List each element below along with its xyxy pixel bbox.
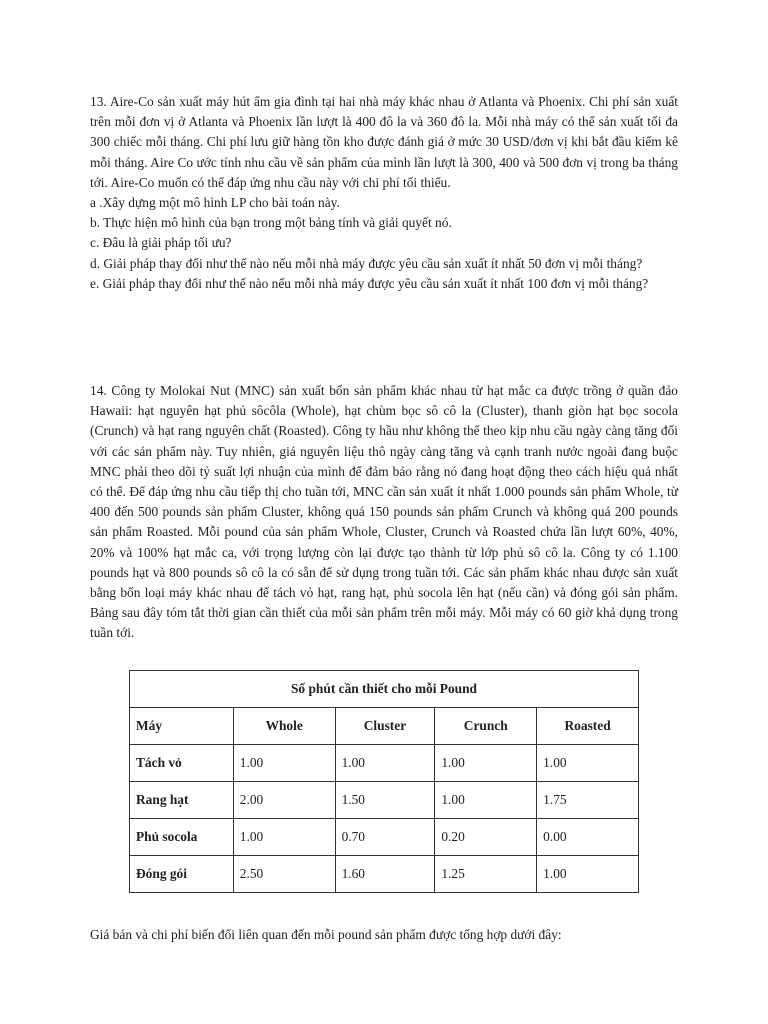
table-cell: 2.50 (233, 856, 335, 893)
table-cell: 0.00 (537, 819, 639, 856)
problem-13-item-d: d. Giải pháp thay đổi như thế nào nếu mỗi nhà máy được yêu cầu sản xuất ít nhất 50 đơn vị mỗi tháng? (90, 255, 643, 271)
table-cell: 0.70 (335, 819, 435, 856)
header-cluster: Cluster (335, 708, 435, 745)
problem-14-text: 14. Công ty Molokai Nut (MNC) sản xuất bốn sản phẩm khác nhau từ hạt mắc ca được trồng ở quần đảo Hawaii: hạt nguyên hạt phủ sôcôla (Whole), hạt chùm bọc sô cô la (Cluster), thanh giòn hạt bọc socola (Crunch) và hạt rang nguyên chất (Roasted). Công ty hầu như không thể theo kịp nhu cầu ngày càng tăng đối với các sản phẩm này. Tuy nhiên, giá nguyên liệu thô ngày càng tăng và cạnh tranh nước ngoài đang buộc MNC phải theo dõi tỷ suất lợi nhuận của mình để đảm bảo rằng nó đang hoạt động theo cách hiệu quả nhất có thể. Để đáp ứng nhu cầu tiếp thị cho tuần tới, MNC cần sản xuất ít nhất 1.000 pounds sản phẩm Whole, từ 400 đến 500 pounds sản phẩm Cluster, không quá 150 pounds sản phẩm Crunch và không quá 200 pounds sản phẩm Roasted. Mỗi pound của sản phẩm Whole, Cluster, Crunch và Roasted chứa lần lượt 60%, 40%, 20% và 100% hạt mắc ca, với trọng lượng còn lại được tạo thành từ lớp phủ sô cô la. Công ty có 1.100 pounds hạt và 800 pounds sô cô la có sẵn để sử dụng trong tuần tới. Các sản phẩm khác nhau được sản xuất bằng bốn loại máy khác nhau để tách vỏ hạt, rang hạt, phủ socola lên hạt (nếu cần) và đóng gói sản phẩm. Bảng sau đây tóm tắt thời gian cần thiết của mỗi sản phẩm trên mỗi máy. Mỗi máy có 60 giờ khả dụng trong tuần tới. (90, 383, 678, 641)
row-label: Đóng gói (130, 856, 234, 893)
table-cell: 1.00 (537, 745, 639, 782)
problem-13 (90, 92, 678, 294)
problem-13-item-e: e. Giải pháp thay đổi như thế nào nếu mỗi nhà máy được yêu cầu sản xuất ít nhất 100 đơn vị mỗi tháng? (90, 275, 649, 291)
table-row (130, 856, 639, 893)
problem-13-item-b: b. Thực hiện mô hình của bạn trong một bảng tính và giải quyết nó. (90, 215, 452, 231)
problem-13-item-c: c. Đâu là giải pháp tối ưu? (90, 235, 232, 251)
problem-13-item-a: a .Xây dựng một mô hình LP cho bài toán này. (90, 195, 340, 211)
header-machine: Máy (130, 708, 234, 745)
table-title-row (130, 671, 639, 708)
table-cell: 1.50 (335, 782, 435, 819)
header-roasted: Roasted (537, 708, 639, 745)
row-label: Phủ socola (130, 819, 234, 856)
table-row (130, 745, 639, 782)
table-cell: 1.25 (435, 856, 537, 893)
table-header-row (130, 708, 639, 745)
row-label: Tách vỏ (130, 745, 234, 782)
minutes-per-pound-table (129, 670, 639, 893)
table-title: Số phút cần thiết cho mỗi Pound (130, 671, 639, 708)
table-cell: 0.20 (435, 819, 537, 856)
table-cell: 1.60 (335, 856, 435, 893)
table-cell: 1.00 (537, 856, 639, 893)
row-label: Rang hạt (130, 782, 234, 819)
problem-13-intro: 13. Aire-Co sản xuất máy hút ẩm gia đình tại hai nhà máy khác nhau ở Atlanta và Phoenix. Chi phí sản xuất trên mỗi đơn vị ở Atlanta và Phoenix lần lượt là 400 đô la và 360 đô la. Mỗi nhà máy có thể sản xuất tối đa 300 chiếc mỗi tháng. Chi phí lưu giữ hàng tồn kho được đánh giá ở mức 30 USD/đơn vị khi bắt đầu kiểm kê mỗi tháng. Aire Co ước tính nhu cầu về sản phẩm của mình lần lượt là 300, 400 và 500 đơn vị trong ba tháng tới. Aire-Co muốn có thể đáp ứng nhu cầu này với chi phí tối thiểu. (90, 94, 678, 190)
table-row (130, 782, 639, 819)
header-whole: Whole (233, 708, 335, 745)
table-cell: 1.75 (537, 782, 639, 819)
footer-text: Giá bán và chi phí biến đổi liên quan đến mỗi pound sản phẩm được tổng hợp dưới đây: (90, 927, 562, 943)
table-cell: 1.00 (335, 745, 435, 782)
problem-14 (90, 381, 678, 644)
header-crunch: Crunch (435, 708, 537, 745)
table-cell: 1.00 (233, 745, 335, 782)
table-cell: 1.00 (435, 745, 537, 782)
table-cell: 2.00 (233, 782, 335, 819)
table-cell: 1.00 (233, 819, 335, 856)
table-cell: 1.00 (435, 782, 537, 819)
table-row (130, 819, 639, 856)
minutes-table-container (129, 670, 639, 893)
